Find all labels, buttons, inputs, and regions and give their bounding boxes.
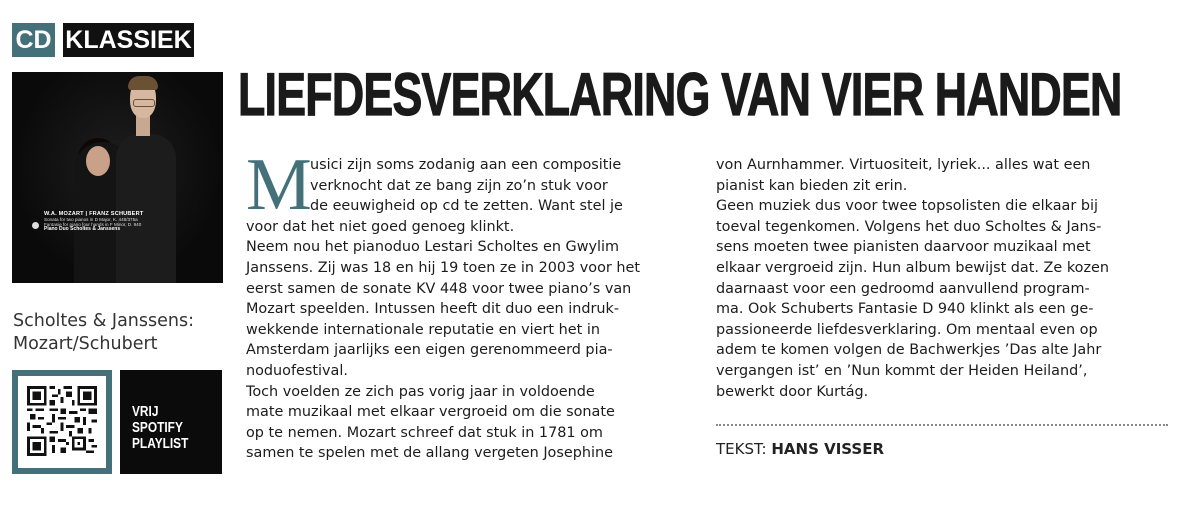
spotify-playlist-box[interactable] xyxy=(120,370,222,474)
cover-figure-man-hair xyxy=(128,76,158,90)
cover-figure-man-neck xyxy=(136,116,150,136)
body-line: Neem nou het pianoduo Lestari Scholtes en Gwylim xyxy=(246,239,619,256)
body-line: Mozart speelden. Intussen heeft dit duo een indruk- xyxy=(246,301,620,318)
album-caption xyxy=(13,310,194,356)
body-line: eerst samen de sonate KV 448 voor twee piano’s van xyxy=(246,280,632,297)
body-line: adem te komen volgen de Bachwerkjes ’Das alte Jahr xyxy=(716,342,1102,359)
spotify-line-2: SPOTIFY xyxy=(132,420,183,436)
qr-code-icon xyxy=(27,385,97,457)
body-line: elkaar vergroeid zijn. Hun album bewijst dat. Ze kozen xyxy=(716,259,1109,276)
article-headline: LIEFDESVERKLARING VAN VIER HANDEN xyxy=(238,61,1122,128)
body-line: bewerkt door Kurtág. xyxy=(716,383,869,400)
spotify-line-1: VRIJ xyxy=(132,404,159,420)
cover-text xyxy=(44,212,143,233)
body-line: Toch voelden ze zich pas vorig jaar in voldoende xyxy=(246,383,595,400)
genre-badge-klassiek: KLASSIEK xyxy=(63,23,194,57)
cover-work-1: Sonata for two pianos in D Major, K. 448/375a xyxy=(44,216,138,222)
article-column-2 xyxy=(716,155,1168,402)
byline-author: HANS VISSER xyxy=(771,440,885,458)
body-line: pianist kan bieden zit erin. xyxy=(716,177,908,194)
body-line: samen te spelen met de allang vergeten Josephine xyxy=(246,445,613,462)
body-line: passioneerde liefdesverklaring. Om mentaal even op xyxy=(716,321,1098,338)
body-line: Amsterdam jaarlijks een eigen gerenommeerd pia- xyxy=(246,342,613,359)
body-line: de eeuwigheid op cd te zetten. Want stel je xyxy=(310,198,623,215)
cover-performers: Piano Duo Scholtes & Janssens xyxy=(44,226,121,233)
drop-cap: M xyxy=(246,144,312,226)
cover-glasses xyxy=(133,99,155,107)
body-line: mate muzikaal met elkaar vergroeid om die sonate xyxy=(246,404,615,421)
qr-code-box[interactable] xyxy=(12,370,112,474)
body-line: toeval tegenkomen. Volgens het duo Scholtes & Jans- xyxy=(716,218,1102,235)
body-line: daarnaast voor een gedroomd aanvullend program- xyxy=(716,280,1090,297)
body-line: voor dat het niet goed genoeg klinkt. xyxy=(246,218,515,235)
body-line: sens moeten twee pianisten daarvoor muzikaal met xyxy=(716,239,1091,256)
cover-composers: W.A. MOZART | FRANZ SCHUBERT xyxy=(44,211,144,217)
body-line: usici zijn soms zodanig aan een compositie xyxy=(310,157,622,173)
byline-divider xyxy=(716,424,1168,426)
byline-label: TEKST: xyxy=(716,440,767,458)
label-logo-icon xyxy=(32,222,39,229)
body-line: vergangen ist’ en ’Nun kommt der Heiden Heiland’, xyxy=(716,362,1088,379)
caption-artist: Scholtes & Janssens: xyxy=(13,311,194,331)
body-line: op te nemen. Mozart schreef dat stuk in 1781 om xyxy=(246,424,603,441)
byline xyxy=(716,440,884,458)
article-column-1 xyxy=(246,155,696,464)
album-cover xyxy=(12,72,223,283)
cover-figure-woman-face xyxy=(86,146,110,176)
body-line: von Aurnhammer. Virtuositeit, lyriek... alles wat een xyxy=(716,157,1091,173)
cover-figure-man xyxy=(116,134,176,283)
body-line: noduofestival. xyxy=(246,362,348,379)
qr-code-background xyxy=(18,376,106,468)
body-line: Geen muziek dus voor twee topsolisten die elkaar bij xyxy=(716,198,1098,215)
body-line: ma. Ook Schuberts Fantasie D 940 klinkt als een ge- xyxy=(716,301,1094,318)
body-line: verknocht dat ze bang zijn zo’n stuk voor xyxy=(310,177,608,194)
spotify-playlist-label xyxy=(132,404,188,452)
body-line: Janssens. Zij was 18 en hij 19 toen ze in 2003 voor het xyxy=(246,259,640,276)
body-line: wekkende internationale reputatie en viert het in xyxy=(246,321,600,338)
spotify-line-3: PLAYLIST xyxy=(132,436,189,452)
format-badge-cd: CD xyxy=(12,23,55,57)
cover-work-2: Fantasie for piano four hands in F Minor, D. 940 xyxy=(44,221,142,227)
caption-title: Mozart/Schubert xyxy=(13,334,158,354)
